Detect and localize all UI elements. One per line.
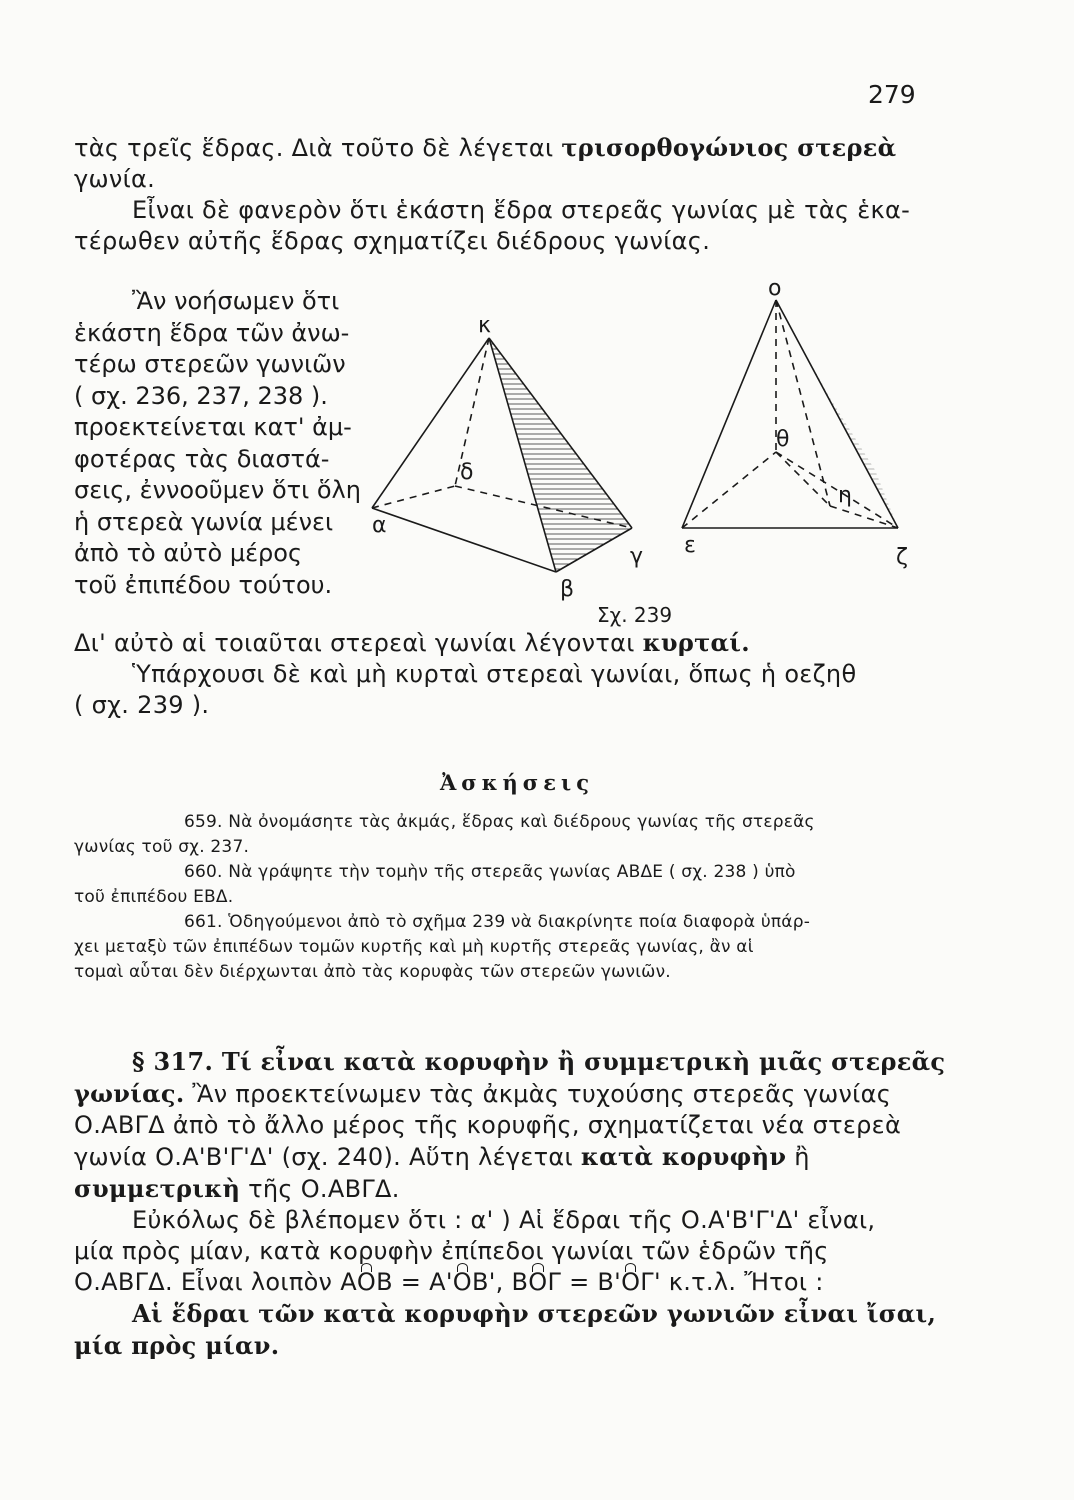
label-alpha: α [372, 513, 387, 538]
section-text: γωνία Ο.Α'Β'Γ'Δ' (σχ. 240). Αὕτη λέγεται [74, 1143, 581, 1171]
edge-oz [776, 300, 898, 528]
section-line-2: Ο.ΑΒΓΔ ἀπὸ τὸ ἄλλο μέρος τῆς κορυφῆς, σχηματίζεται νέα στερεὰ [74, 1111, 902, 1139]
label-gamma: γ [630, 544, 644, 569]
hidden-edge-eth [682, 452, 776, 528]
exercise-661-line-2: χει μεταξὺ τῶν ἐπιπέδων τομῶν κυρτῆς καὶ μὴ κυρτῆς στερεᾶς γωνίας, ἂν αἱ [74, 937, 754, 957]
wrap-line: προεκτείνεται κατ' ἀμ- [74, 413, 352, 441]
rule-text: μία πρὸς μίαν. [74, 1331, 280, 1360]
term-vertical: κατὰ κορυφὴν [580, 1142, 787, 1171]
hidden-edge-thh [776, 452, 830, 506]
section-text: Εὐκόλως δὲ βλέπομεν ὅτι : α' ) Αἱ ἕδραι τῆς Ο.Α'Β'Γ'Δ' εἶναι, [132, 1206, 876, 1234]
shaded-face [489, 338, 632, 572]
wrap-line: ( σχ. 236, 237, 238 ). [74, 381, 328, 410]
label-kappa: κ [478, 313, 491, 338]
label-delta: δ [460, 460, 474, 485]
angle-vertex-arc: Ο [528, 1268, 548, 1296]
intro-para2-line-2: τέρωθεν αὐτῆς ἕδρας σχηματίζει διέδρους γωνίας. [74, 227, 711, 255]
after-figure-text: Ὑπάρχουσι δὲ καὶ μὴ κυρταὶ στερεαὶ γωνίαι, ὅπως ἡ οεζηθ [132, 660, 857, 688]
section-line-1 [74, 1078, 1004, 1110]
label-beta: β [560, 577, 575, 602]
label-zeta: ζ [896, 545, 908, 570]
section-para2-line-3 [74, 1267, 1004, 1298]
wrap-line: φοτέρας τὰς διαστά- [74, 444, 330, 473]
angle-symbol: Β = Α' [376, 1268, 453, 1296]
wrap-line: τοῦ ἐπιπέδου τούτου. [74, 570, 333, 599]
intro-para2-text: Εἶναι δὲ φανερὸν ὅτι ἑκάστη ἕδρα στερεᾶς γωνίας μὲ τὰς ἑκα- [132, 196, 911, 224]
exercise-659-line-2: γωνίας τοῦ σχ. 237. [74, 837, 250, 857]
section-text: Ἂν προεκτείνωμεν τὰς ἀκμὰς τυχούσης στερεᾶς γωνίας [184, 1080, 892, 1108]
section-title-cont: γωνίας. [74, 1079, 185, 1108]
wrap-line: σεις, ἐννοοῦμεν ὅτι ὅλη [74, 476, 361, 504]
exercise-text: 660. Νὰ γράψητε τὴν τομὴν τῆς στερεᾶς γωνίας ΑΒΔΕ ( σχ. 238 ) ὑπὸ [184, 862, 796, 882]
label-epsilon: ε [684, 533, 696, 558]
angle-symbol: Β', [471, 1268, 512, 1296]
section-text: τῆς Ο.ΑΒΓΔ. [240, 1175, 400, 1203]
intro-text: τὰς τρεῖς ἕδρας. Διὰ τοῦτο δὲ λέγεται [74, 134, 562, 162]
section-317 [74, 1046, 1004, 1362]
section-title-line [74, 1046, 1004, 1078]
angle-symbol: Β [511, 1268, 529, 1296]
wrap-line: ἀπὸ τὸ αὐτὸ μέρος [74, 539, 303, 567]
section-para2-line-2: μία πρὸς μίαν, κατὰ κορυφὴν ἐπίπεδοι γωνίαι τῶν ἑδρῶν τῆς [74, 1237, 829, 1265]
edge-ab [372, 508, 556, 572]
exercise-659-line-1 [74, 810, 1004, 835]
exercise-660-line-1 [74, 860, 1004, 885]
label-omicron: ο [768, 276, 782, 301]
hidden-edge-oh [776, 300, 830, 506]
term-trisorthogonal: τρισορθογώνιος στερεὰ [561, 133, 897, 162]
term-symmetric: συμμετρικὴ [74, 1174, 241, 1203]
page-number: 279 [868, 80, 916, 109]
section-text: κ.τ.λ. Ἤτοι : [660, 1268, 824, 1296]
after-figure-line-2 [74, 659, 1004, 690]
section-para2-line-1 [74, 1205, 1004, 1236]
label-eta: η [838, 483, 852, 508]
exercise-660-line-2: τοῦ ἐπιπέδου ΕΒΔ. [74, 887, 234, 907]
section-title: § 317. Τί εἶναι κατὰ κορυφὴν ἢ συμμετρικὴ μιᾶς στερεᾶς [132, 1047, 946, 1076]
nonconvex-solid-angle [682, 300, 898, 528]
angle-vertex-arc: Ο [621, 1268, 641, 1296]
edge-oe [682, 300, 776, 528]
angle-symbol: Α [340, 1268, 357, 1296]
exercise-text: 659. Νὰ ὀνομάσητε τὰς ἀκμάς, ἕδρας καὶ διέδρους γωνίας τῆς στερεᾶς [184, 812, 815, 832]
angle-symbol: Γ = Β' [547, 1268, 622, 1296]
term-convex: κυρταί. [642, 628, 750, 657]
angle-vertex-arc: Ο [356, 1268, 377, 1296]
exercise-661-line-1 [74, 910, 1004, 935]
after-figure-line-3: ( σχ. 239 ). [74, 691, 210, 719]
wrap-line: ἑκάστη ἕδρα τῶν ἀνω- [74, 318, 350, 347]
section-text: Ο.ΑΒΓΔ. Εἶναι λοιπὸν [74, 1268, 341, 1296]
rule-line-1 [74, 1298, 1004, 1330]
section-line-3 [74, 1141, 1004, 1173]
label-theta: θ [776, 427, 790, 452]
intro-line-2: γωνία. [74, 165, 156, 193]
section-text: ἢ [786, 1143, 810, 1171]
rule-line-2 [74, 1330, 1004, 1362]
exercises-list [74, 810, 1004, 985]
wrap-text: Ἂν νοήσωμεν ὅτι [132, 287, 340, 315]
angle-vertex-arc: Ο [452, 1268, 472, 1296]
after-figure-text: Δι' αὐτὸ αἱ τοιαῦται στερεαὶ γωνίαι λέγονται [74, 629, 643, 657]
wrap-line: ἡ στερεὰ γωνία μένει [74, 507, 334, 536]
wrap-line: τέρω στερεῶν γωνιῶν [74, 350, 346, 378]
angle-symbol: Γ' [640, 1268, 661, 1296]
rule-text: Αἱ ἕδραι τῶν κατὰ κορυφὴν στερεῶν γωνιῶν εἶναι ἴσαι, [132, 1299, 937, 1328]
after-figure-paragraph [74, 627, 1004, 721]
figure-caption: Σχ. 239 [597, 603, 673, 627]
convex-pyramid [372, 338, 632, 572]
exercise-text: 661. Ὁδηγούμενοι ἀπὸ τὸ σχῆμα 239 νὰ διακρίνητε ποία διαφορὰ ὑπάρ- [184, 912, 811, 932]
exercises-heading: Ἀσκήσεις [440, 770, 594, 795]
exercise-661-line-3: τομαὶ αὗται δὲν διέρχωνται ἀπὸ τὰς κορυφὰς τῶν στερεῶν γωνιῶν. [74, 962, 671, 982]
section-line-4 [74, 1173, 1004, 1205]
after-figure-line-1 [74, 627, 1004, 659]
figure-239 [0, 0, 1074, 660]
